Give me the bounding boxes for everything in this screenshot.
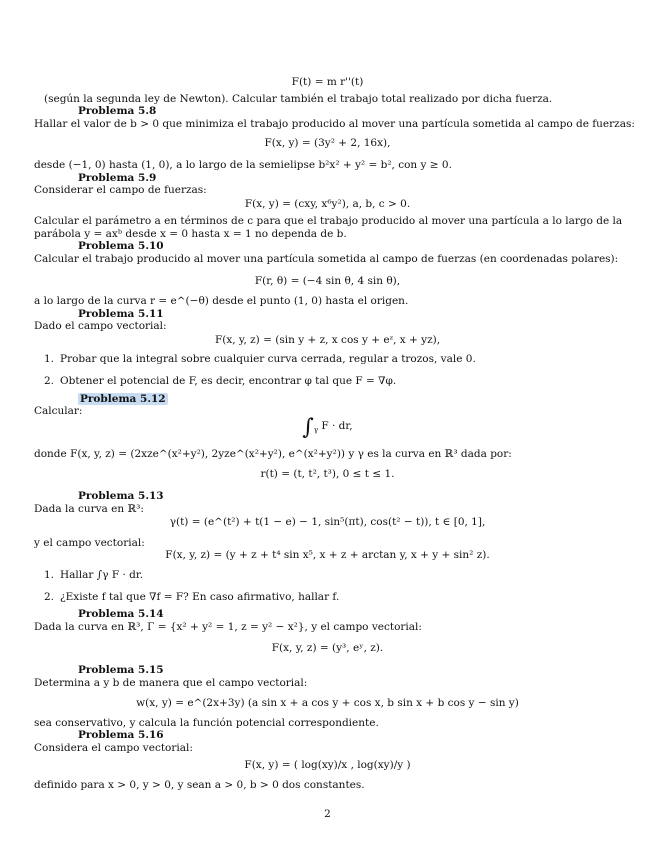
problem-5-14-title: Problema 5.14 (78, 608, 164, 620)
problem-5-13-curve: γ(t) = (e^(t²) + t(1 − e) − 1, sin⁵(πt), cos(t² − t)), t ∈ [0, 1], (169, 516, 486, 528)
list-number: 2. (44, 591, 55, 603)
problem-5-8-formula: F(x, y) = (3y² + 2, 16x), (264, 137, 391, 149)
problem-5-11-formula: F(x, y, z) = (sin y + z, x cos y + eᶻ, x + yz), (214, 334, 441, 346)
list-item: Obtener el potencial de F, es decir, encontrar φ tal que F = ∇φ. (60, 375, 397, 387)
highlighted-title: Problema 5.12 (80, 393, 166, 405)
problem-5-9-after-2: parábola y = axᵇ desde x = 0 hasta x = 1 no dependa de b. (34, 228, 347, 240)
problem-5-11-title: Problema 5.11 (78, 308, 164, 320)
problem-5-13-item-1 (44, 569, 655, 582)
problem-5-13-field-text: y el campo vectorial: (34, 537, 145, 549)
newton-text: (según la segunda ley de Newton). Calcular también el trabajo total realizado por dicha fuerza. (44, 93, 553, 105)
problem-5-12-formula (0, 415, 655, 440)
problem-5-11-text: Dado el campo vectorial: (34, 320, 167, 332)
problem-5-12-text: Calcular: (34, 405, 83, 417)
integral-sign: ∫ (302, 415, 314, 440)
problem-5-16-text: Considera el campo vectorial: (34, 742, 193, 754)
list-item: Probar que la integral sobre cualquier curva cerrada, regular a trozos, vale 0. (60, 353, 476, 365)
list-item: Hallar ∫γ F · dr. (60, 569, 144, 581)
list-item: ¿Existe f tal que ∇f = F? En caso afirmativo, hallar f. (60, 591, 340, 603)
problem-5-11-item-2 (44, 375, 655, 388)
problem-5-12-where: donde F(x, y, z) = (2xze^(x²+y²), 2yze^(x²+y²), e^(x²+y²)) y γ es la curva en ℝ³ dada por: (34, 448, 512, 460)
problem-5-14-formula: F(x, y, z) = (y³, eʸ, z). (271, 642, 384, 654)
problem-5-8-after: desde (−1, 0) hasta (1, 0), a lo largo de la semielipse b²x² + y² = b², con y ≥ 0. (34, 159, 452, 171)
problem-5-16-title: Problema 5.16 (78, 729, 164, 741)
problem-5-16-after: definido para x > 0, y > 0, y sean a > 0, b > 0 dos constantes. (34, 779, 365, 791)
problem-5-13-text: Dada la curva en ℝ³: (34, 503, 144, 515)
problem-5-10-formula: F(r, θ) = (−4 sin θ, 4 sin θ), (254, 275, 401, 287)
problem-5-9-after-1: Calcular el parámetro a en términos de c para que el trabajo producido al mover una partícula a lo largo de la (34, 215, 623, 227)
list-number: 2. (44, 375, 55, 387)
page-number: 2 (324, 808, 331, 820)
problem-5-13-item-2 (44, 591, 655, 604)
problem-5-8-title: Problema 5.8 (78, 105, 157, 117)
problem-5-13-title: Problema 5.13 (78, 490, 164, 502)
problem-5-11-item-1 (44, 353, 655, 366)
problem-5-15-after: sea conservativo, y calcula la función potencial correspondiente. (34, 717, 379, 729)
problem-5-9-title: Problema 5.9 (78, 172, 157, 184)
list-number: 1. (44, 569, 55, 581)
problem-5-9-formula: F(x, y) = (cxy, x⁶y²), a, b, c > 0. (244, 198, 411, 210)
newton-formula: F(t) = m r''(t) (291, 76, 364, 88)
problem-5-8-text: Hallar el valor de b > 0 que minimiza el trabajo producido al mover una partícula sometida al campo de fuerzas: (34, 118, 635, 130)
list-number: 1. (44, 353, 55, 365)
integral-subscript: γ (313, 426, 319, 435)
problem-5-9-text: Considerar el campo de fuerzas: (34, 184, 207, 196)
problem-5-16-formula: F(x, y) = ( log(xy)/x , log(xy)/y ) (244, 759, 411, 771)
problem-5-10-title: Problema 5.10 (78, 240, 164, 252)
problem-5-12-curve: r(t) = (t, t², t³), 0 ≤ t ≤ 1. (260, 468, 395, 480)
integrand: F · dr, (321, 420, 353, 432)
problem-5-14-text: Dada la curva en ℝ³, Γ = {x² + y² = 1, z = y² − x²}, y el campo vectorial: (34, 621, 422, 633)
problem-5-10-after: a lo largo de la curva r = e^(−θ) desde el punto (1, 0) hasta el origen. (34, 295, 409, 307)
problem-5-13-field: F(x, y, z) = (y + z + t⁴ sin x⁵, x + z + arctan y, x + y + sin² z). (165, 549, 490, 561)
problem-5-10-text: Calcular el trabajo producido al mover una partícula sometida al campo de fuerzas (en coordenadas polares): (34, 253, 619, 265)
problem-5-15-formula: w(x, y) = e^(2x+3y) (a sin x + a cos y + cos x, b sin x + b cos y − sin y) (136, 697, 519, 709)
problem-5-15-title: Problema 5.15 (78, 664, 164, 676)
problem-5-15-text: Determina a y b de manera que el campo vectorial: (34, 677, 308, 689)
